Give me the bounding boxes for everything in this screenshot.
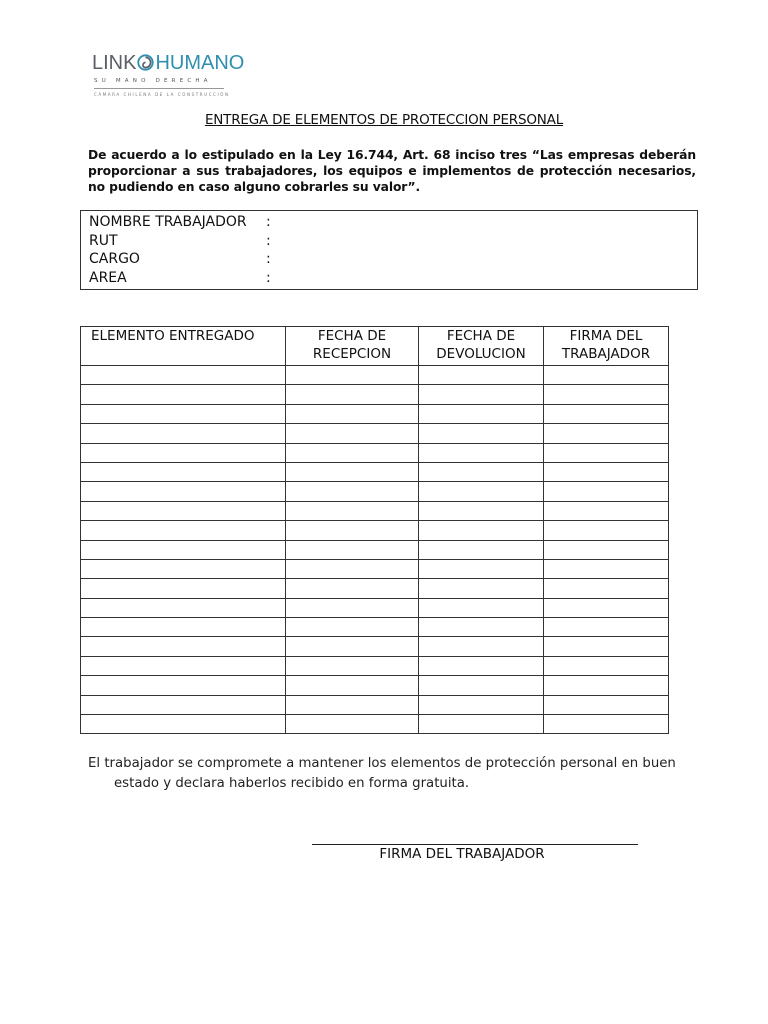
- cell-fecha-recepcion[interactable]: [286, 695, 419, 714]
- cell-fecha-devolucion[interactable]: [419, 598, 544, 617]
- cell-fecha-recepcion[interactable]: [286, 637, 419, 656]
- table-row: [81, 404, 669, 423]
- cell-fecha-devolucion[interactable]: [419, 715, 544, 734]
- cell-fecha-recepcion[interactable]: [286, 521, 419, 540]
- cell-firma[interactable]: [544, 424, 669, 443]
- cell-firma[interactable]: [544, 695, 669, 714]
- cell-elemento[interactable]: [81, 540, 286, 559]
- cell-elemento[interactable]: [81, 618, 286, 637]
- table-row: [81, 462, 669, 481]
- cell-fecha-devolucion[interactable]: [419, 404, 544, 423]
- cell-fecha-recepcion[interactable]: [286, 656, 419, 675]
- logo-affiliation: CÁMARA CHILENA DE LA CONSTRUCCIÓN: [94, 92, 230, 97]
- cell-elemento[interactable]: [81, 676, 286, 695]
- table-row: [81, 598, 669, 617]
- field-colon-area: :: [266, 270, 271, 286]
- field-label-rut: RUT: [89, 233, 118, 249]
- cell-fecha-recepcion[interactable]: [286, 482, 419, 501]
- cell-fecha-recepcion[interactable]: [286, 715, 419, 734]
- field-colon-cargo: :: [266, 251, 271, 267]
- cell-elemento[interactable]: [81, 501, 286, 520]
- commitment-line-1: El trabajador se compromete a mantener los elementos de protección personal en buen: [88, 756, 676, 771]
- cell-fecha-recepcion[interactable]: [286, 424, 419, 443]
- table-row: [81, 443, 669, 462]
- cell-fecha-devolucion[interactable]: [419, 579, 544, 598]
- cell-fecha-recepcion[interactable]: [286, 598, 419, 617]
- cell-fecha-devolucion[interactable]: [419, 676, 544, 695]
- cell-firma[interactable]: [544, 637, 669, 656]
- cell-fecha-devolucion[interactable]: [419, 618, 544, 637]
- field-colon-nombre: :: [266, 214, 271, 230]
- cell-fecha-devolucion[interactable]: [419, 695, 544, 714]
- table-header-row: [81, 327, 669, 366]
- cell-elemento[interactable]: [81, 521, 286, 540]
- company-logo: [92, 48, 245, 110]
- cell-firma[interactable]: [544, 540, 669, 559]
- cell-fecha-recepcion[interactable]: [286, 559, 419, 578]
- cell-fecha-recepcion[interactable]: [286, 366, 419, 385]
- cell-fecha-devolucion[interactable]: [419, 443, 544, 462]
- cell-elemento[interactable]: [81, 559, 286, 578]
- table-row: [81, 676, 669, 695]
- signature-line: [312, 844, 638, 845]
- cell-elemento[interactable]: [81, 482, 286, 501]
- cell-firma[interactable]: [544, 715, 669, 734]
- cell-elemento[interactable]: [81, 637, 286, 656]
- cell-fecha-devolucion[interactable]: [419, 462, 544, 481]
- cell-firma[interactable]: [544, 501, 669, 520]
- commitment-line-2: estado y declara haberlos recibido en forma gratuita.: [114, 776, 470, 791]
- commitment-statement: [88, 754, 688, 794]
- table-row: [81, 618, 669, 637]
- cell-fecha-devolucion[interactable]: [419, 521, 544, 540]
- table-row: [81, 540, 669, 559]
- cell-elemento[interactable]: [81, 385, 286, 404]
- intro-paragraph: De acuerdo a lo estipulado en la Ley 16.744, Art. 68 inciso tres “Las empresas deberán proporcionar a sus trabajadores, los equipos e implementos de protección necesarios, no pudiendo en caso alguno cobrarles su valor”.: [88, 148, 696, 194]
- cell-fecha-devolucion[interactable]: [419, 501, 544, 520]
- cell-elemento[interactable]: [81, 656, 286, 675]
- cell-elemento[interactable]: [81, 598, 286, 617]
- table-row: [81, 695, 669, 714]
- cell-fecha-recepcion[interactable]: [286, 462, 419, 481]
- cell-firma[interactable]: [544, 579, 669, 598]
- field-colon-rut: :: [266, 233, 271, 249]
- cell-elemento[interactable]: [81, 462, 286, 481]
- field-label-nombre: NOMBRE TRABAJADOR: [89, 214, 247, 230]
- cell-fecha-devolucion[interactable]: [419, 656, 544, 675]
- field-label-area: AREA: [89, 270, 127, 286]
- table-row: [81, 424, 669, 443]
- logo-divider: [94, 88, 224, 89]
- cell-elemento[interactable]: [81, 404, 286, 423]
- logo-wordmark: [92, 52, 244, 74]
- worker-info-box: [80, 210, 698, 290]
- cell-fecha-recepcion[interactable]: [286, 385, 419, 404]
- cell-firma[interactable]: [544, 385, 669, 404]
- cell-firma[interactable]: [544, 676, 669, 695]
- cell-firma[interactable]: [544, 366, 669, 385]
- cell-fecha-devolucion[interactable]: [419, 637, 544, 656]
- col-header-fecha-recepcion: FECHA DE RECEPCION: [286, 327, 419, 366]
- field-label-cargo: CARGO: [89, 251, 140, 267]
- cell-elemento[interactable]: [81, 443, 286, 462]
- col-header-elemento: ELEMENTO ENTREGADO: [81, 327, 286, 366]
- delivery-table: [80, 326, 669, 734]
- cell-firma[interactable]: [544, 618, 669, 637]
- col-header-firma: FIRMA DEL TRABAJADOR: [544, 327, 669, 366]
- cell-firma[interactable]: [544, 559, 669, 578]
- table-row: [81, 637, 669, 656]
- table-row: [81, 521, 669, 540]
- table-row: [81, 656, 669, 675]
- cell-firma[interactable]: [544, 521, 669, 540]
- cell-fecha-devolucion[interactable]: [419, 482, 544, 501]
- cell-fecha-devolucion[interactable]: [419, 540, 544, 559]
- logo-word-link: LINK: [92, 52, 137, 74]
- cell-firma[interactable]: [544, 656, 669, 675]
- cell-fecha-recepcion[interactable]: [286, 579, 419, 598]
- cell-fecha-devolucion[interactable]: [419, 424, 544, 443]
- table-row: [81, 482, 669, 501]
- cell-fecha-recepcion[interactable]: [286, 404, 419, 423]
- cell-firma[interactable]: [544, 404, 669, 423]
- cell-fecha-devolucion[interactable]: [419, 559, 544, 578]
- document-title: ENTREGA DE ELEMENTOS DE PROTECCION PERSONAL: [204, 112, 564, 128]
- cell-fecha-recepcion[interactable]: [286, 443, 419, 462]
- cell-elemento[interactable]: [81, 695, 286, 714]
- table-row: [81, 501, 669, 520]
- cell-firma[interactable]: [544, 598, 669, 617]
- cell-elemento[interactable]: [81, 366, 286, 385]
- table-row: [81, 366, 669, 385]
- table-row: [81, 385, 669, 404]
- cell-fecha-recepcion[interactable]: [286, 676, 419, 695]
- cell-fecha-recepcion[interactable]: [286, 540, 419, 559]
- cell-elemento[interactable]: [81, 424, 286, 443]
- table-row: [81, 559, 669, 578]
- cell-fecha-recepcion[interactable]: [286, 501, 419, 520]
- signature-label: FIRMA DEL TRABAJADOR: [379, 846, 545, 862]
- cell-fecha-recepcion[interactable]: [286, 618, 419, 637]
- cell-elemento[interactable]: [81, 715, 286, 734]
- table-row: [81, 715, 669, 734]
- swirl-icon: [137, 54, 154, 71]
- logo-tagline: SU MANO DERECHA: [94, 78, 212, 84]
- cell-firma[interactable]: [544, 462, 669, 481]
- logo-word-humano: HUMANO: [155, 52, 245, 74]
- cell-firma[interactable]: [544, 482, 669, 501]
- cell-fecha-devolucion[interactable]: [419, 366, 544, 385]
- cell-firma[interactable]: [544, 443, 669, 462]
- col-header-fecha-devolucion: FECHA DE DEVOLUCION: [419, 327, 544, 366]
- cell-elemento[interactable]: [81, 579, 286, 598]
- cell-fecha-devolucion[interactable]: [419, 385, 544, 404]
- table-row: [81, 579, 669, 598]
